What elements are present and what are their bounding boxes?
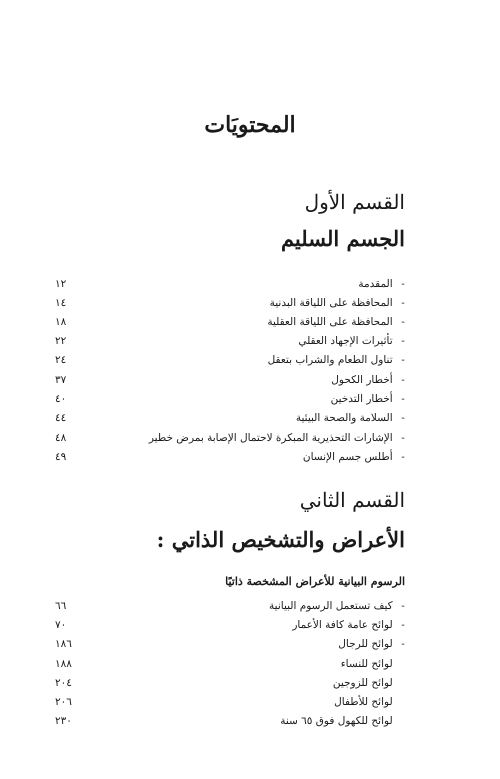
toc-row-label: المحافظة على اللياقة العقلية [267,316,393,328]
toc-row-label: لوائح للنساء [340,658,393,670]
toc-row-label: الإشارات التحذيرية المبكرة لاحتمال الإصابة بمرض خطير [148,432,393,444]
toc-row[interactable] [55,333,410,350]
toc-row[interactable] [55,694,410,711]
toc-row[interactable] [55,372,410,389]
page-title: المحتويَات [204,112,296,138]
toc-row[interactable] [55,276,410,293]
toc-row[interactable] [55,656,410,673]
toc-row[interactable] [55,617,410,634]
toc-row-page: ١٢ [55,278,67,290]
bullet-dash: - [401,451,405,463]
part2-name: الأعراض والتشخيص الذاتي : [156,527,405,552]
toc-row-label: أخطار الكحول [331,374,393,386]
toc-row-page: ٢٠٦ [55,696,72,708]
toc-row-label: تأثيرات الإجهاد العقلي [298,335,393,347]
toc-row-label: لوائح عامة كافة الأعمار [292,619,393,631]
toc-row[interactable] [55,430,410,447]
toc-row-page: ٢٢ [55,335,67,347]
bullet-dash: - [401,354,405,366]
bullet-dash: - [401,393,405,405]
toc-row[interactable] [55,675,410,692]
toc-row-label: لوائح للزوجين [332,677,393,689]
toc-row-page: ٦٦ [55,600,67,612]
toc-row-label: لوائح للأطفال [334,696,393,708]
toc-row[interactable] [55,314,410,331]
bullet-dash: - [401,335,405,347]
bullet-dash: - [401,297,405,309]
toc-row-page: ٣٧ [55,374,67,386]
toc-row-label: المقدمة [358,278,393,290]
section-subheading: الرسوم البيانية للأعراض المشخصة ذاتيًا [225,575,405,588]
bullet-dash: - [401,412,405,424]
toc-row-label: أطلس جسم الإنسان [302,451,393,463]
toc-row-page: ١٤ [55,297,67,309]
toc-row-label: كيف تستعمل الرسوم البيانية [269,600,393,612]
toc-row[interactable] [55,598,410,615]
toc-row[interactable] [55,295,410,312]
toc-row-page: ٤٩ [55,451,67,463]
toc-row-label: لوائح للرجال [338,638,393,650]
toc-row-label: المحافظة على اللياقة البدنية [269,297,393,309]
toc-row[interactable] [55,352,410,369]
toc-row-label: أخطار التدخين [330,393,393,405]
part1-label: القسم الأول [304,190,405,214]
part1-name: الجسم السليم [280,226,405,251]
toc-row[interactable] [55,636,410,653]
toc-row-page: ٤٠ [55,393,67,405]
toc-row-page: ٢٠٤ [55,677,72,689]
bullet-dash: - [401,619,405,631]
toc-row[interactable] [55,449,410,466]
toc-row-label: تناول الطعام والشراب بتعقل [267,354,393,366]
bullet-dash: - [401,638,405,650]
toc-row-label: لوائح للكهول فوق ٦٥ سنة [280,715,393,727]
part2-label: القسم الثاني [299,488,405,512]
toc-row-page: ٧٠ [55,619,67,631]
toc-row-page: ٢٣٠ [55,715,72,727]
toc-row-page: ١٨٨ [55,658,72,670]
toc-row-page: ٤٤ [55,412,67,424]
toc-row[interactable] [55,391,410,408]
bullet-dash: - [401,600,405,612]
bullet-dash: - [401,316,405,328]
toc-row-page: ١٨ [55,316,67,328]
toc-row-label: السلامة والصحة البيئية [295,412,393,424]
toc-row-page: ١٨٦ [55,638,72,650]
toc-row[interactable] [55,410,410,427]
bullet-dash: - [401,374,405,386]
toc-row-page: ٤٨ [55,432,67,444]
toc-row-page: ٢٤ [55,354,67,366]
bullet-dash: - [401,278,405,290]
bullet-dash: - [401,432,405,444]
toc-row[interactable] [55,713,410,730]
